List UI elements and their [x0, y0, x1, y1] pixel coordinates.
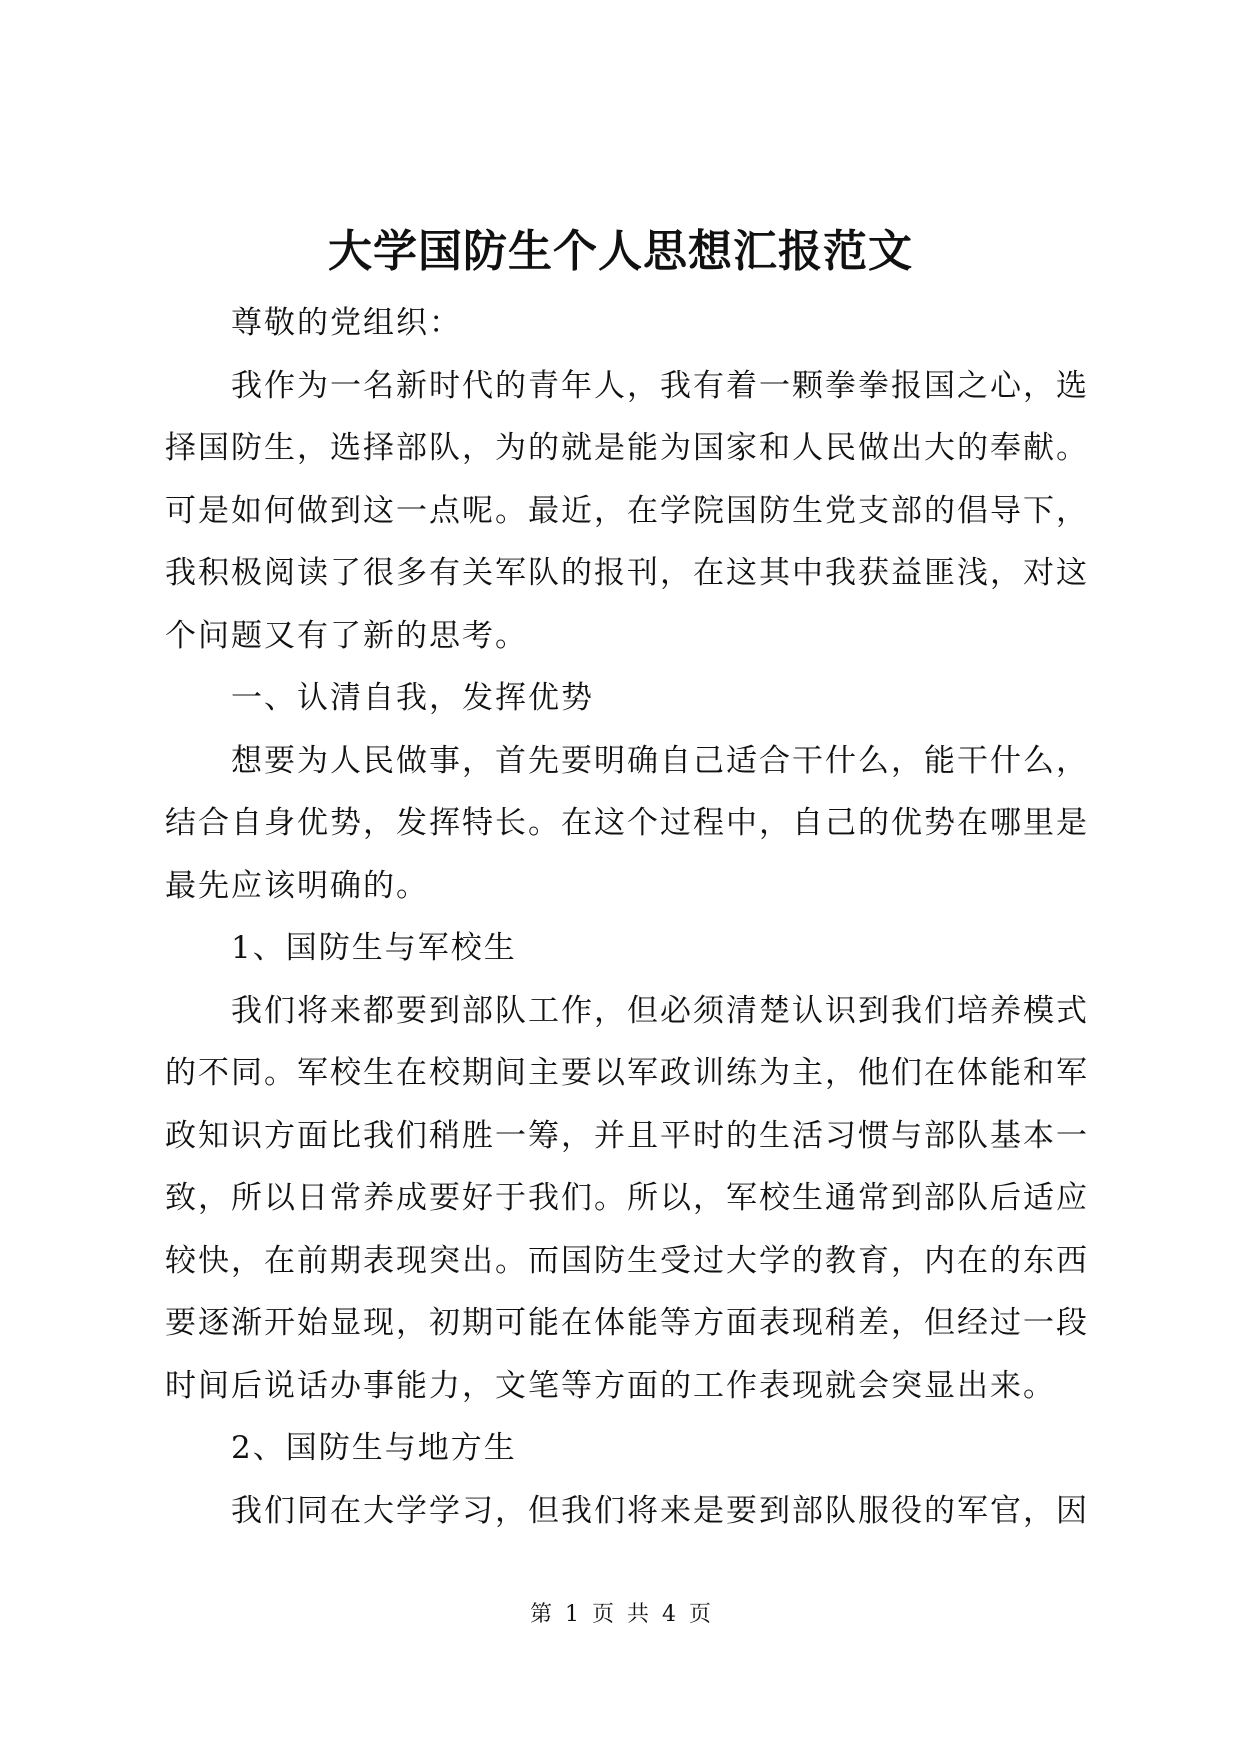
document-body — [165, 292, 1089, 1542]
paragraph-line: 我们同在大学学习，但我们将来是要到部队服役的军官，因 — [231, 1492, 1089, 1529]
paragraph-line: 致，所以日常养成要好于我们。所以，军校生通常到部队后适应 — [165, 1180, 1089, 1216]
paragraph-line: 个问题又有了新的思考。 — [165, 617, 528, 654]
paragraph-line: 我作为一名新时代的青年人，我有着一颗拳拳报国之心，选 — [231, 367, 1089, 404]
section-heading: 一、认清自我，发挥优势 — [231, 680, 594, 716]
salutation-line: 尊敬的党组织： — [231, 305, 462, 341]
paragraph-line: 我们将来都要到部队工作，但必须清楚认识到我们培养模式 — [231, 992, 1089, 1029]
paragraph-line: 我积极阅读了很多有关军队的报刊，在这其中我获益匪浅，对这 — [165, 555, 1089, 591]
paragraph-line: 的不同。军校生在校期间主要以军政训练为主，他们在体能和军 — [165, 1055, 1089, 1091]
page-number-footer: 第 1 页 共 4 页 — [530, 1602, 711, 1627]
paragraph-line: 想要为人民做事，首先要明确自己适合干什么，能干什么， — [231, 742, 1089, 779]
paragraph-line: 时间后说话办事能力，文笔等方面的工作表现就会突显出来。 — [165, 1367, 1056, 1404]
paragraph-line: 要逐渐开始显现，初期可能在体能等方面表现稍差，但经过一段 — [165, 1305, 1089, 1341]
paragraph-line: 结合自身优势，发挥特长。在这个过程中，自己的优势在哪里是 — [165, 805, 1089, 841]
subsection-heading: 2、国防生与地方生 — [231, 1430, 517, 1466]
paragraph-line: 最先应该明确的。 — [165, 867, 429, 904]
document-title: 大学国防生个人思想汇报范文 — [328, 226, 913, 277]
paragraph-line: 较快，在前期表现突出。而国防生受过大学的教育，内在的东西 — [165, 1242, 1089, 1279]
paragraph-line: 可是如何做到这一点呢。最近，在学院国防生党支部的倡导下， — [165, 492, 1089, 529]
paragraph-line: 择国防生，选择部队，为的就是能为国家和人民做出大的奉献。 — [165, 430, 1089, 466]
paragraph-line: 政知识方面比我们稍胜一筹，并且平时的生活习惯与部队基本一 — [165, 1117, 1089, 1154]
subsection-heading: 1、国防生与军校生 — [231, 930, 517, 966]
